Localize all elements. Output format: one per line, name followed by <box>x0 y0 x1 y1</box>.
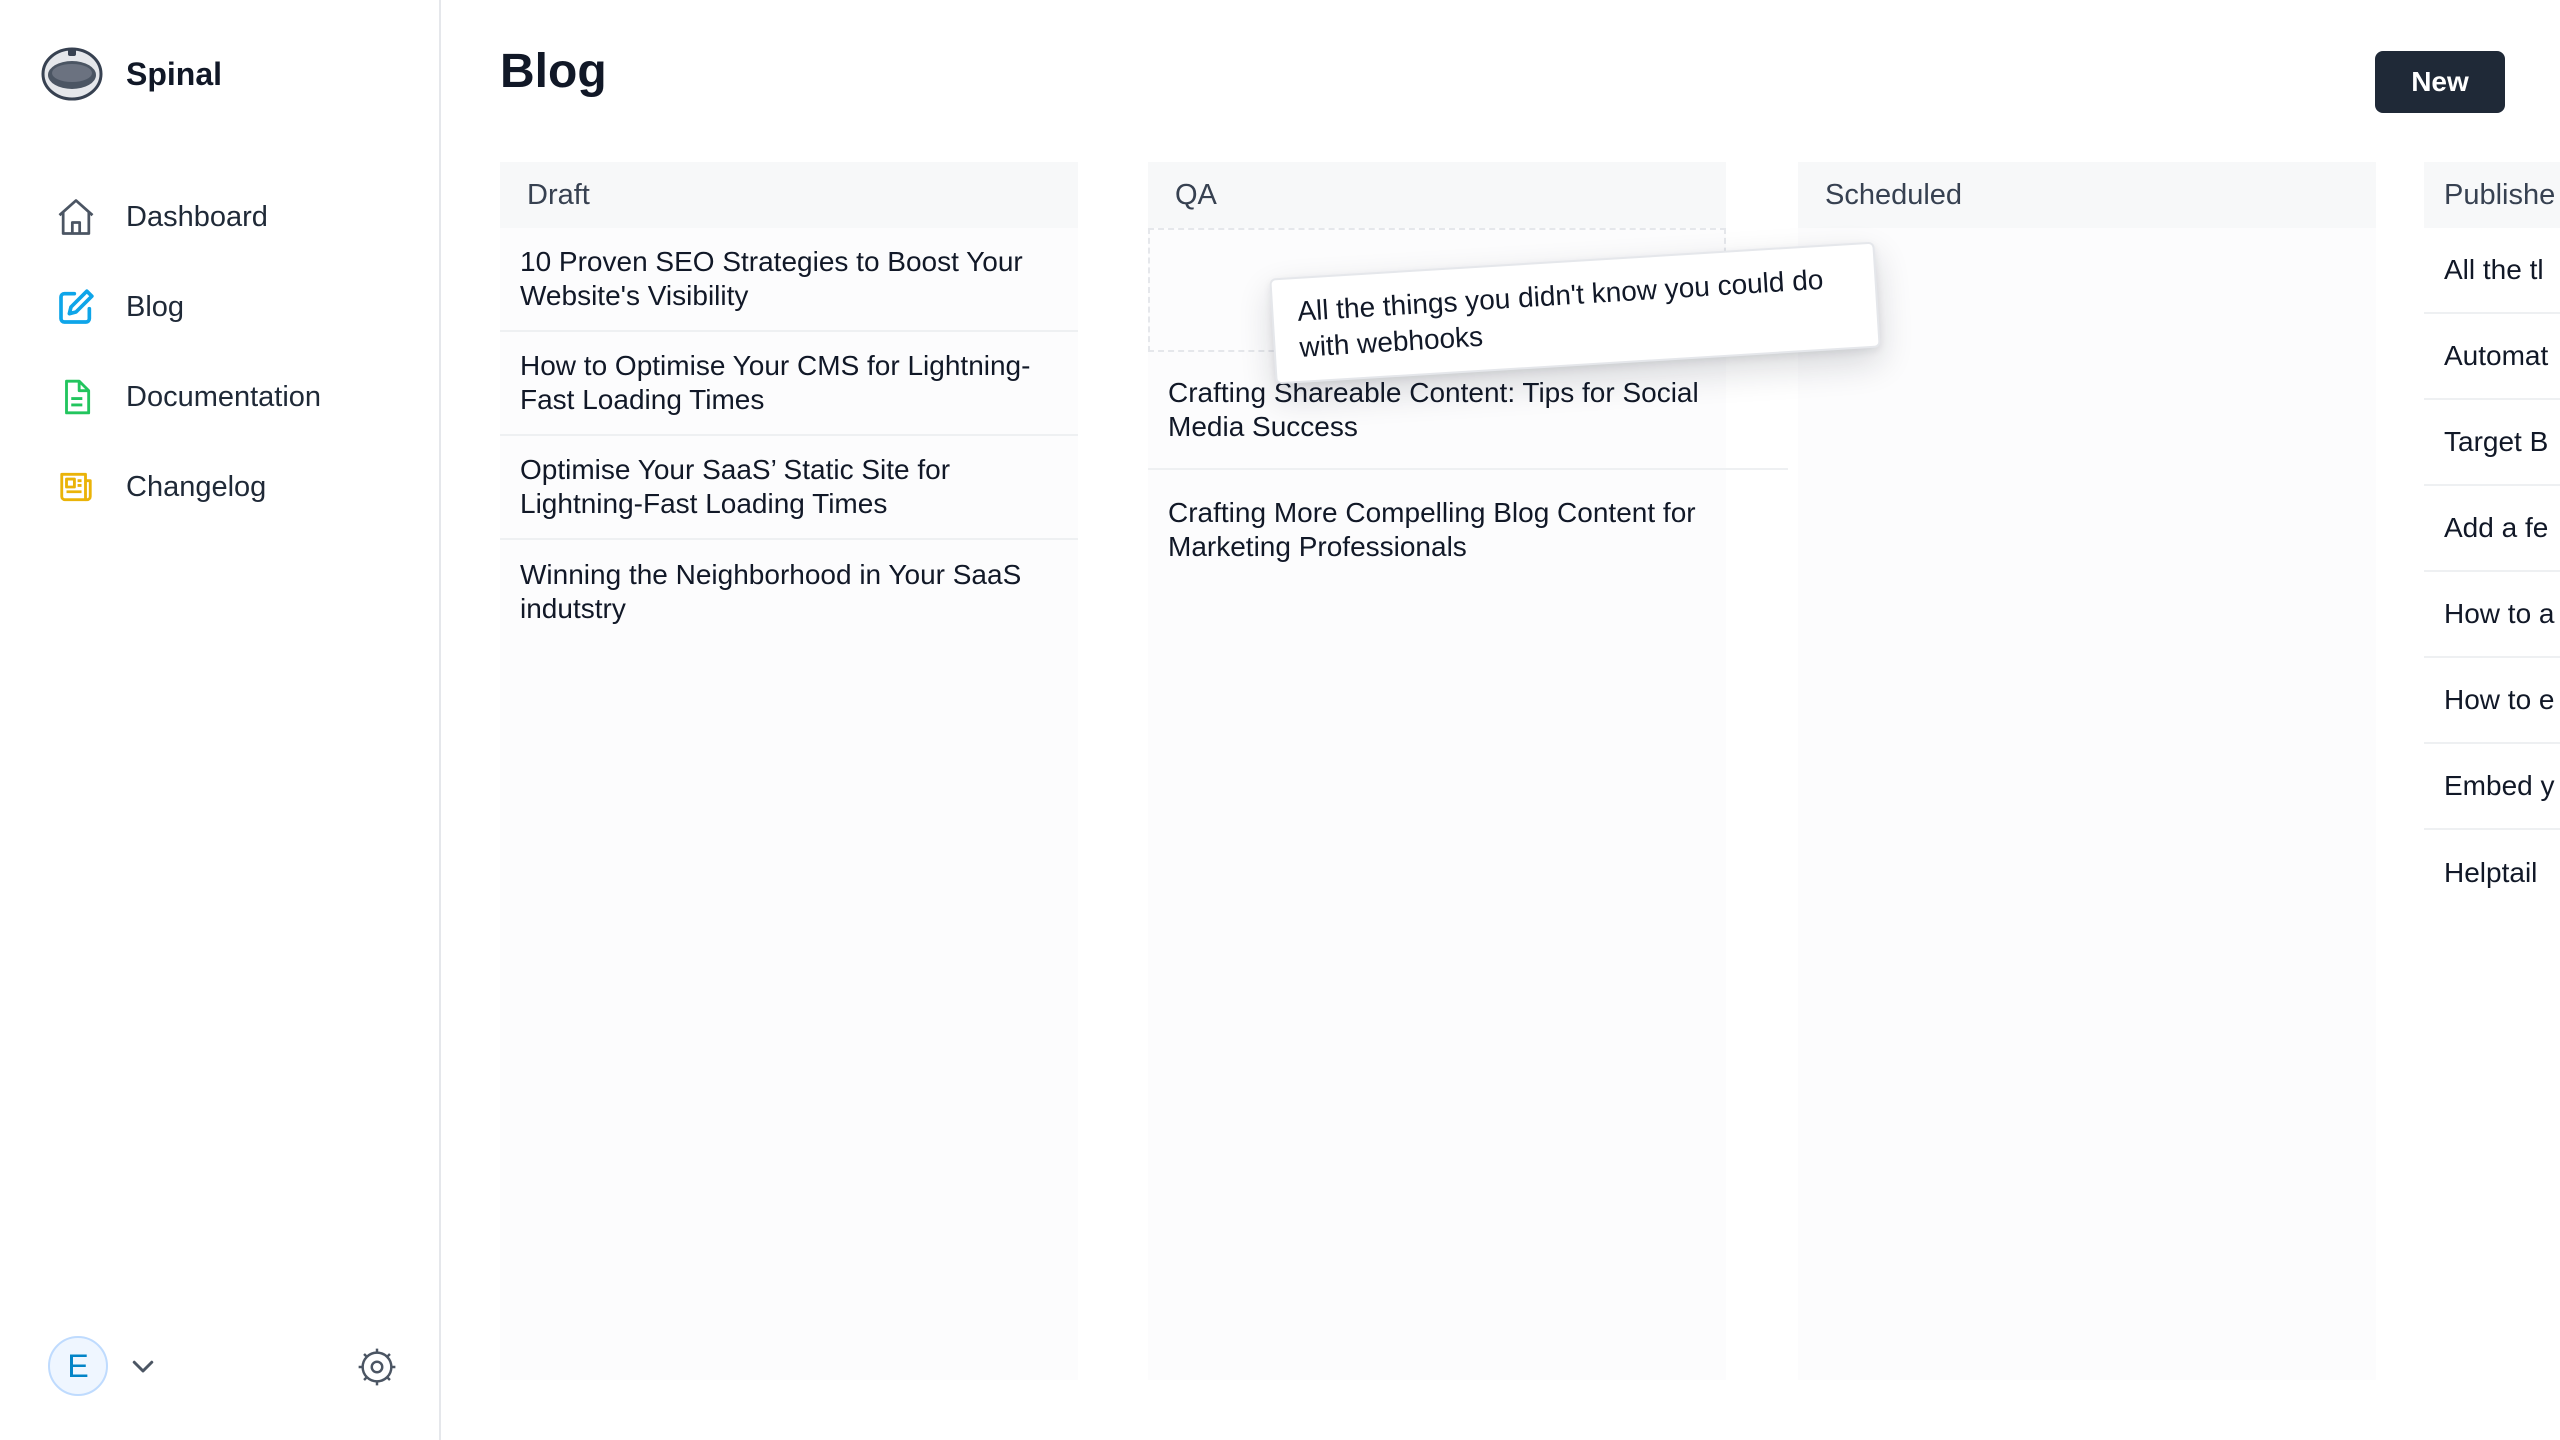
gear-icon[interactable] <box>356 1346 398 1388</box>
sidebar-nav <box>52 172 412 532</box>
list-item[interactable]: Automat <box>2424 314 2560 400</box>
sidebar-item-label: Documentation <box>126 380 322 413</box>
list-item[interactable]: Embed y <box>2424 744 2560 830</box>
new-post-button[interactable]: New <box>2375 51 2505 113</box>
main-content <box>442 0 2560 1440</box>
newspaper-icon <box>52 463 100 511</box>
column-scheduled <box>1798 162 2376 1380</box>
list-item[interactable] <box>500 540 1078 644</box>
brand[interactable] <box>40 44 222 104</box>
home-icon <box>52 193 100 241</box>
card-title: Crafting Shareable Content: Tips for Social Media Success <box>1168 377 1699 442</box>
card-title: 10 Proven SEO Strategies to Boost Your Website's Visibility <box>520 246 1023 311</box>
qa-card-list <box>1148 352 1788 590</box>
list-item[interactable] <box>1148 470 1788 590</box>
list-item[interactable] <box>500 436 1078 540</box>
user-menu[interactable] <box>48 1336 160 1396</box>
avatar[interactable]: E <box>48 1336 108 1396</box>
sidebar-item-documentation[interactable] <box>52 352 412 442</box>
page-title: Blog <box>500 45 607 98</box>
brand-name: Spinal <box>126 55 223 92</box>
sidebar-item-blog[interactable] <box>52 262 412 352</box>
card-title: Winning the Neighborhood in Your SaaS indutstry <box>520 559 1022 624</box>
list-item[interactable]: How to a <box>2424 572 2560 658</box>
document-icon <box>52 373 100 421</box>
column-header: Publishe <box>2424 162 2560 228</box>
column-draft <box>500 162 1078 1380</box>
edit-icon <box>52 283 100 331</box>
sidebar-item-dashboard[interactable] <box>52 172 412 262</box>
column-header: Scheduled <box>1798 162 2376 228</box>
column-header: Draft <box>500 162 1078 228</box>
list-item[interactable]: How to e <box>2424 658 2560 744</box>
list-item[interactable]: Helptail <box>2444 857 2538 888</box>
sidebar-item-label: Changelog <box>126 470 267 503</box>
card-title: How to Optimise Your CMS for Lightning-Fast Loading Times <box>520 350 1031 415</box>
list-item[interactable] <box>500 332 1078 436</box>
chevron-down-icon[interactable] <box>126 1349 160 1383</box>
list-item[interactable]: Target B <box>2424 400 2560 486</box>
card-title: Crafting More Compelling Blog Content for Marketing Professionals <box>1168 497 1696 562</box>
sidebar-item-changelog[interactable] <box>52 442 412 532</box>
sidebar-item-label: Dashboard <box>126 200 268 233</box>
card-title: All the things you didn't know you could do with webhooks <box>1296 263 1825 363</box>
list-item[interactable]: All the tl <box>2424 228 2560 314</box>
column-header: QA <box>1148 162 1726 228</box>
list-item[interactable] <box>500 228 1078 332</box>
sidebar <box>0 0 441 1440</box>
list-item[interactable]: Add a fe <box>2424 486 2560 572</box>
spinal-logo-icon <box>40 44 104 104</box>
card-title: Optimise Your SaaS’ Static Site for Lightning-Fast Loading Times <box>520 454 951 519</box>
column-published <box>2424 162 2560 1380</box>
sidebar-item-label: Blog <box>126 290 185 323</box>
